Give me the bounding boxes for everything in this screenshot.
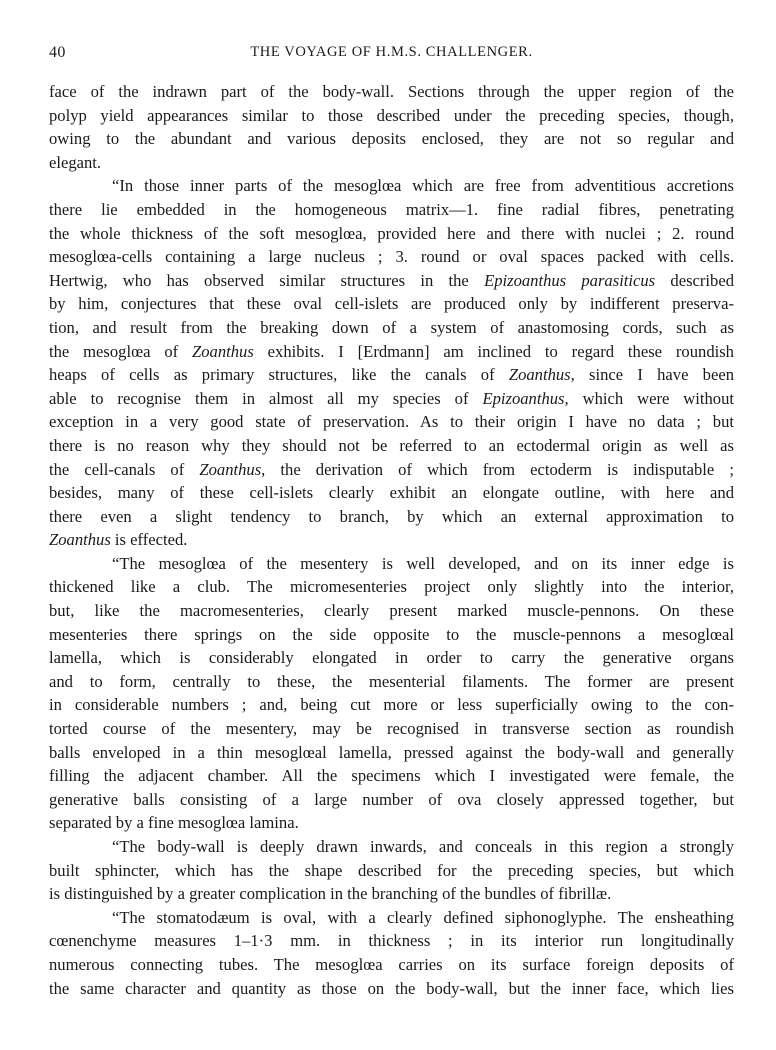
text-line: there lie embedded in the homogeneous matrix—1. fine radial fibres, penetrating [49, 199, 734, 219]
text-line: separated by a fine mesoglœa lamina. [49, 813, 299, 833]
text-line: built sphincter, which has the shape described for the preceding species, but which [49, 860, 734, 880]
text-line: the mesoglœa of Zoanthus exhibits. I [Erdmann] am inclined to regard these roundish [49, 341, 734, 361]
paragraph [49, 80, 734, 174]
text-line: but, like the macromesenteries, clearly present marked muscle-pennons. On these [49, 601, 734, 621]
text-line: exception in a very good state of preservation. As to their origin I have no data ; but [49, 412, 734, 432]
text-line: filling the adjacent chamber. All the specimens which I investigated were female, the [49, 766, 734, 786]
text-line: numerous connecting tubes. The mesoglœa carries on its surface foreign deposits of [49, 954, 734, 974]
page-number: 40 [49, 44, 66, 61]
text-line: balls enveloped in a thin mesoglœal lamella, pressed against the body-wall and generally [49, 742, 734, 762]
italic-taxon: Zoanthus [508, 365, 571, 385]
text-line: Zoanthus is effected. [49, 530, 188, 550]
text-line: mesenteries there springs on the side opposite to the muscle-pennons a mesoglœal [49, 624, 734, 644]
paragraph [49, 174, 734, 552]
text-line: there is no reason why they should not be referred to an ectodermal origin as well as [49, 435, 734, 455]
italic-taxon: Epizoanthus [482, 388, 565, 408]
text-line: thickened like a club. The micromesenteries project only slightly into the interior, [49, 577, 734, 597]
running-head [49, 44, 734, 66]
text-line: cœnenchyme measures 1–1·3 mm. in thickness ; in its interior run longitudinally [49, 931, 734, 951]
text-line: the cell-canals of Zoanthus, the derivation of which from ectoderm is indisputable ; [49, 459, 735, 479]
text-line: by him, conjectures that these oval cell-islets are produced only by indifferent preserva- [49, 294, 734, 314]
text-line: owing to the abundant and various deposits enclosed, they are not so regular and [49, 129, 734, 149]
italic-taxon: Epizoanthus parasiticus [484, 270, 656, 290]
italic-taxon: Zoanthus [199, 459, 262, 479]
paragraph [49, 906, 734, 1000]
text-line: “The body-wall is deeply drawn inwards, and conceals in this region a strongly [112, 837, 734, 856]
running-title: THE VOYAGE OF H.M.S. CHALLENGER. [250, 44, 533, 60]
paragraph [49, 835, 734, 906]
text-line: generative balls consisting of a large number of ova closely appressed together, but [49, 789, 734, 809]
text-line: besides, many of these cell-islets clearly exhibit an elongate outline, with here and [49, 483, 734, 503]
text-line: polyp yield appearances similar to those described under the preceding species, though, [49, 105, 734, 125]
text-line: torted course of the mesentery, may be recognised in transverse section as roundish [49, 719, 734, 739]
text-line: “The stomatodæum is oval, with a clearly defined siphonoglyphe. The ensheathing [112, 907, 734, 927]
document-page [49, 44, 734, 1000]
body-text [49, 80, 734, 1000]
text-line: able to recognise them in almost all my species of Epizoanthus, which were without [49, 388, 734, 408]
text-line: face of the indrawn part of the body-wall. Sections through the upper region of the [49, 82, 734, 101]
text-line: tion, and result from the breaking down of a system of anastomosing cords, such as [49, 317, 734, 337]
text-line: there even a slight tendency to branch, by which an external approximation to [49, 506, 734, 526]
text-line: lamella, which is considerably elongated in order to carry the generative organs [49, 648, 734, 668]
text-line: “The mesoglœa of the mesentery is well developed, and on its inner edge is [112, 553, 734, 573]
italic-taxon: Zoanthus [49, 530, 111, 550]
text-line: the same character and quantity as those on the body-wall, but the inner face, which lies [49, 978, 734, 998]
text-line: Hertwig, who has observed similar structures in the Epizoanthus parasiticus described [49, 270, 735, 290]
text-line: elegant. [49, 152, 102, 172]
text-line: is distinguished by a greater complication in the branching of the bundles of fibrillæ. [49, 884, 612, 904]
text-line: the whole thickness of the soft mesoglœa, provided here and there with nuclei ; 2. round [49, 223, 734, 243]
text-line: heaps of cells as primary structures, like the canals of Zoanthus, since I have been [49, 365, 734, 385]
text-line: in considerable numbers ; and, being cut more or less superficially owing to the con- [49, 695, 734, 715]
text-line: “In those inner parts of the mesoglœa which are free from adventitious accretions [112, 176, 734, 196]
italic-taxon: Zoanthus [192, 341, 254, 361]
paragraph [49, 552, 734, 835]
text-line: mesoglœa-cells containing a large nucleus ; 3. round or oval spaces packed with cells. [49, 247, 734, 267]
text-line: and to form, centrally to these, the mesenterial filaments. The former are present [49, 671, 734, 691]
